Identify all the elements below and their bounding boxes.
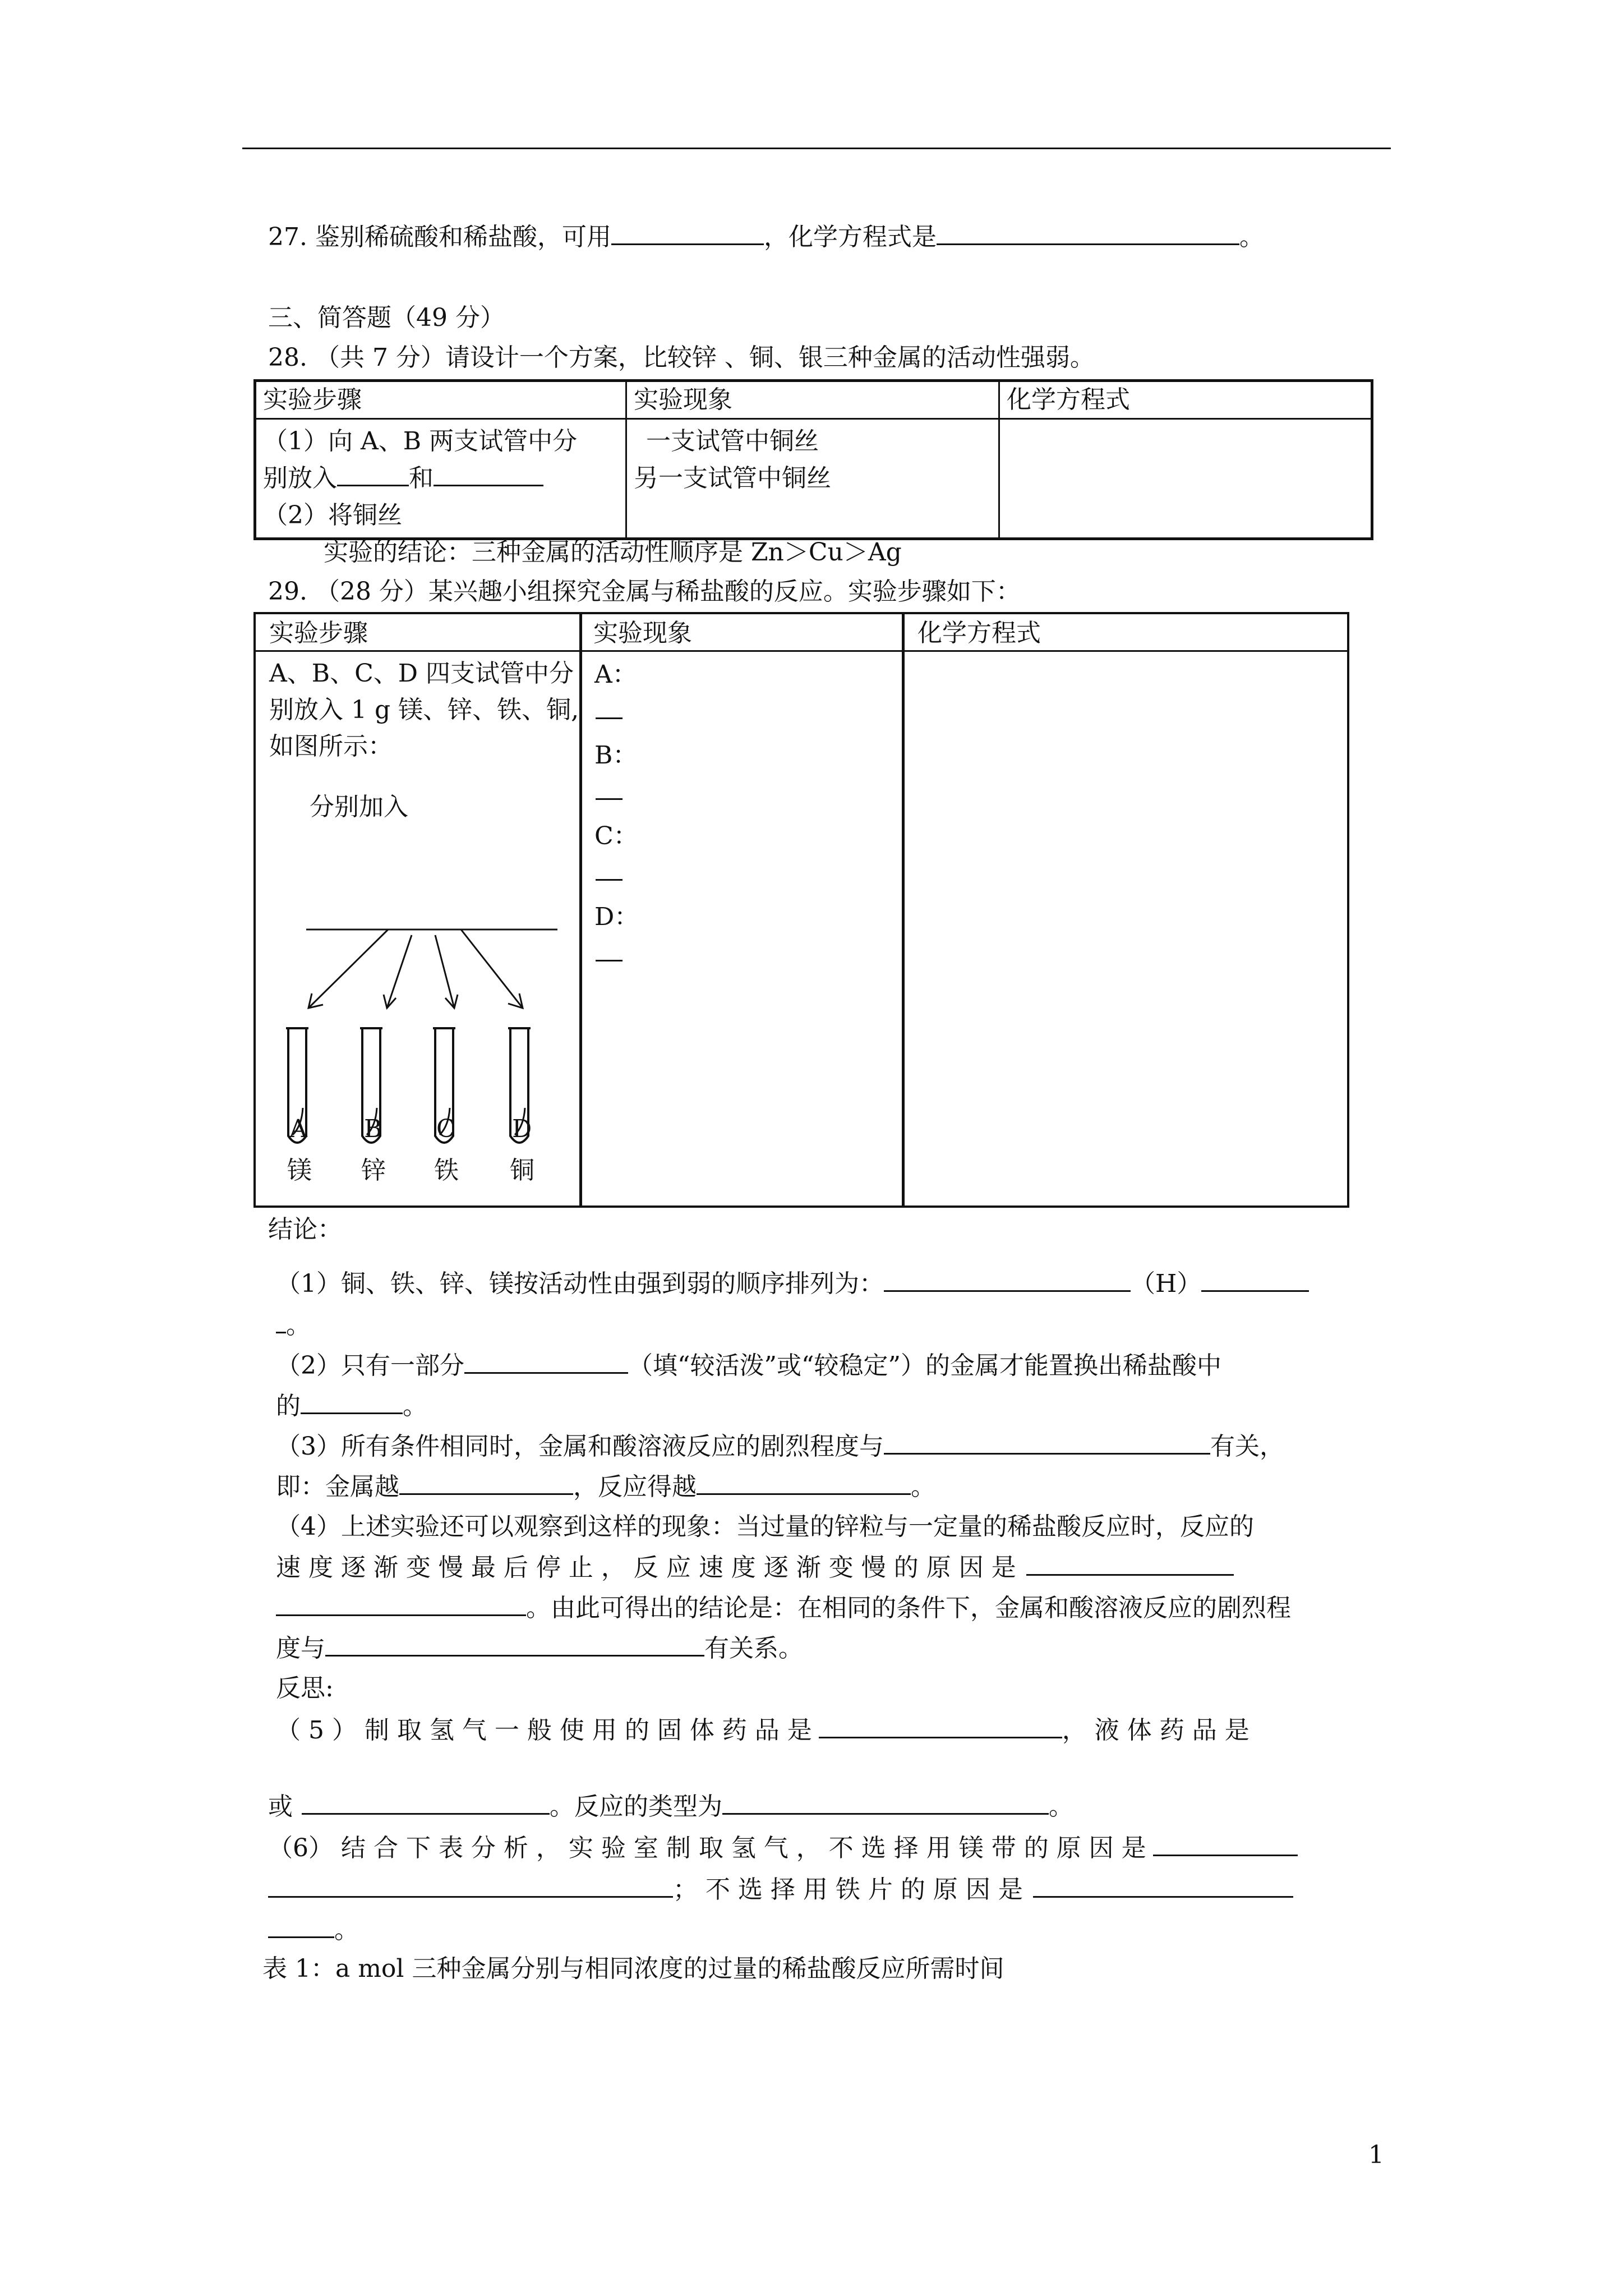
table1-caption: 表 1：a mol 三种金属分别与相同浓度的过量的稀盐酸反应所需时间 <box>262 1954 1004 1983</box>
c1-blank-c[interactable] <box>276 1313 286 1333</box>
question-29-title: 29. （28 分）某兴趣小组探究金属与稀盐酸的反应。实验步骤如下： <box>268 577 1021 606</box>
add-label: 分别加入 <box>310 793 408 821</box>
q28-obs-line2: 另一支试管中铜丝 <box>634 464 831 493</box>
page-number: 1 <box>1368 2141 1384 2169</box>
conclusion-4-d: 度与 有关系。 <box>276 1634 803 1663</box>
conclusion-title: 结论： <box>268 1215 342 1244</box>
q29-obs-C-blank[interactable] <box>596 860 623 881</box>
q29-header-steps: 实验步骤 <box>269 619 368 647</box>
c2-blank-a[interactable] <box>464 1353 628 1374</box>
q29-equation-cell[interactable] <box>906 652 1347 1205</box>
q28-blank-a[interactable] <box>337 466 409 486</box>
r5-blank-liquid[interactable] <box>302 1794 550 1815</box>
arrow-to-A <box>308 930 388 1008</box>
r5-blank-solid[interactable] <box>819 1718 1062 1738</box>
tube-letter-D: D <box>512 1115 532 1143</box>
tube-letter-C: C <box>436 1115 455 1143</box>
conclusion-4-b: 速 度 逐 渐 变 慢 最 后 停 止 ， 反 应 速 度 逐 渐 变 慢 的 原 因 是 <box>276 1555 1234 1580</box>
q28-blank-b[interactable] <box>434 466 543 486</box>
q29-obs-B-blank[interactable] <box>596 779 623 800</box>
q28-step-line1: （1）向 A、B 两支试管中分 <box>263 427 578 455</box>
tube-metal-D: 铜 <box>510 1156 534 1185</box>
c3-blank-a[interactable] <box>884 1434 1210 1455</box>
q29-obs-D: D： <box>594 903 639 931</box>
q29-header-rule <box>256 650 1347 652</box>
r6-blank-a[interactable] <box>1153 1835 1298 1856</box>
r6-blank-c[interactable] <box>1033 1877 1293 1898</box>
conclusion-1-end: 。 <box>276 1313 311 1338</box>
q27-blank-equation[interactable] <box>937 224 1239 245</box>
q29-obs-C: C： <box>594 822 638 850</box>
c4-blank-b[interactable] <box>276 1595 526 1616</box>
reflection-5: （ 5 ） 制 取 氢 气 一 般 使 用 的 固 体 药 品 是 ， 液 体 药 品 是 <box>276 1716 1249 1745</box>
conclusion-4: （4）上述实验还可以观察到这样的现象：当过量的锌粒与一定量的稀盐酸反应时，反应的 <box>276 1512 1254 1541</box>
c3-blank-c[interactable] <box>697 1474 911 1495</box>
tube-metal-C: 铁 <box>434 1156 459 1185</box>
c1-blank-a[interactable] <box>884 1271 1131 1292</box>
tube-metal-B: 锌 <box>361 1156 386 1185</box>
q28-observation-cell <box>626 419 999 539</box>
tube-letter-A: A <box>289 1115 307 1143</box>
c4-blank-a[interactable] <box>1026 1555 1234 1576</box>
q28-step-line2: 别放入 和 <box>263 460 619 497</box>
q29-obs-A-blank[interactable] <box>596 698 623 719</box>
q28-header-equation: 化学方程式 <box>999 381 1372 419</box>
conclusion-3-cont: 即：金属越 ，反应得越 。 <box>276 1473 935 1501</box>
q29-step-line3: 如图所示： <box>269 732 393 761</box>
q27-text-c: 。 <box>1239 223 1264 251</box>
c1-blank-b[interactable] <box>1201 1271 1309 1292</box>
q28-header-observation: 实验现象 <box>626 381 999 419</box>
q28-obs-line1: 一支试管中铜丝 <box>646 427 819 455</box>
reflection-6-cont: ； 不 选 择 用 铁 片 的 原 因 是 <box>268 1877 1293 1902</box>
c2-blank-b[interactable] <box>301 1393 403 1414</box>
section-3-title: 三、简答题（49 分） <box>268 303 505 332</box>
arrow-to-B <box>384 935 412 1008</box>
conclusion-2: （2）只有一部分 （填“较活泼”或“较稳定”）的金属才能置换出稀盐酸中 <box>276 1351 1221 1380</box>
q29-obs-B: B： <box>594 741 638 770</box>
q27-blank-reagent[interactable] <box>611 224 764 245</box>
header-rule <box>242 148 1391 149</box>
q28-header-steps: 实验步骤 <box>255 381 626 419</box>
q28-step-line3: （2）将铜丝 <box>263 501 402 530</box>
c4-blank-c[interactable] <box>325 1636 704 1657</box>
q27-text-b: ，化学方程式是 <box>763 223 937 251</box>
reflection-title: 反思: <box>276 1674 334 1703</box>
q29-step-line1: A、B、C、D 四支试管中分 <box>269 659 574 688</box>
arrow-to-C <box>435 935 458 1008</box>
c3-blank-b[interactable] <box>399 1474 573 1495</box>
conclusion-4-c: 。由此可得出的结论是：在相同的条件下，金属和酸溶液反应的剧烈程 <box>276 1595 1291 1621</box>
question-28-title: 28. （共 7 分）请设计一个方案，比较锌 、铜、银三种金属的活动性强弱。 <box>268 343 1095 372</box>
q28-equation-cell[interactable] <box>999 419 1372 539</box>
q28-steps-cell <box>255 419 626 539</box>
reflection-6-end: 。 <box>268 1917 359 1943</box>
q29-col-divider-2 <box>902 614 905 1205</box>
arrow-to-D <box>461 930 523 1008</box>
tube-letter-B: B <box>364 1115 382 1143</box>
r6-blank-b[interactable] <box>268 1877 673 1898</box>
q29-header-equation: 化学方程式 <box>917 619 1041 647</box>
q29-obs-D-blank[interactable] <box>596 941 623 961</box>
q29-col-divider-1 <box>579 614 582 1205</box>
conclusion-1: （1）铜、铁、锌、镁按活动性由强到弱的顺序排列为： （H） <box>276 1271 1309 1296</box>
q29-obs-A: A： <box>594 660 637 689</box>
r5-blank-type[interactable] <box>722 1794 1049 1815</box>
tube-metal-A: 镁 <box>287 1156 312 1185</box>
reflection-6: （6） 结 合 下 表 分 析 ， 实 验 室 制 取 氢 气 ， 不 选 择 用 镁 带 的 原 因 是 <box>268 1835 1298 1861</box>
conclusion-2-cont: 的 。 <box>276 1392 427 1420</box>
q29-step-line2: 别放入 1 g 镁、锌、铁、铜, <box>269 696 579 724</box>
reflection-5-cont: 或 。反应的类型为 。 <box>268 1792 1073 1821</box>
conclusion-3: （3）所有条件相同时，金属和酸溶液反应的剧烈程度与 有关， <box>276 1432 1284 1461</box>
q28-conclusion: 实验的结论：三种金属的活动性顺序是 Zn＞Cu＞Ag <box>324 538 902 567</box>
r6-blank-d[interactable] <box>268 1917 334 1938</box>
q27-text-a: 27. 鉴别稀硫酸和稀盐酸，可用 <box>268 223 611 251</box>
question-27 <box>268 224 1264 250</box>
q28-table <box>253 379 1373 540</box>
q29-header-observation: 实验现象 <box>593 619 692 647</box>
q29-table <box>253 612 1349 1208</box>
